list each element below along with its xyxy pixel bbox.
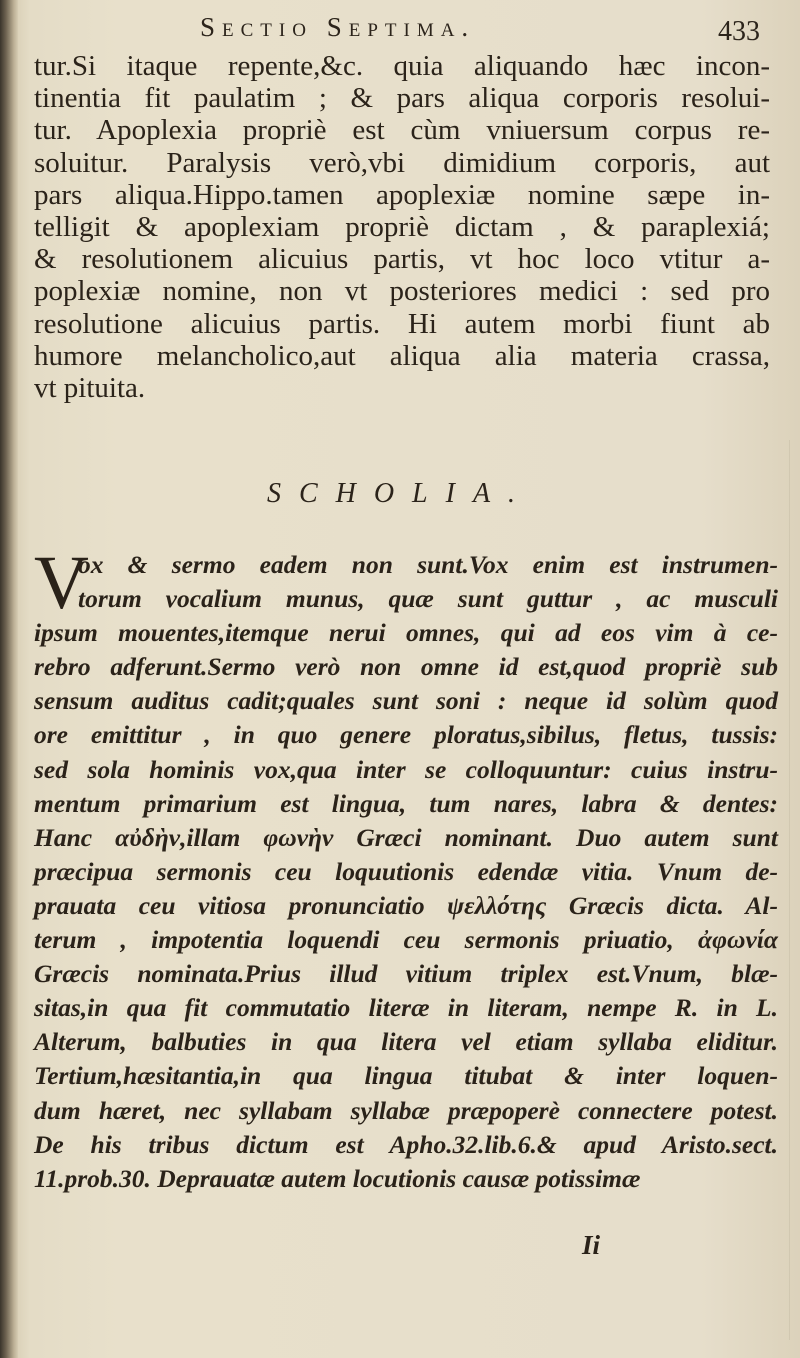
scholia-line: ipsum mouentes,itemque nerui omnes, qui ad eos vim à ce-	[34, 618, 778, 648]
scholia-line: rebro adferunt.Sermo verò non omne id est,quod propriè sub	[34, 652, 778, 682]
scholia-line: Græcis nominata.Prius illud vitium triplex est.Vnum, blæ-	[34, 959, 778, 989]
page-edge-shadow	[789, 440, 790, 1340]
scholia-line: dum hæret, nec syllabam syllabæ præpoperè connectere potest.	[34, 1095, 778, 1125]
scholia-line: sitas,in qua fit commutatio literæ in literam, nempe R. in L.	[34, 993, 778, 1023]
scholia-line: sed sola hominis vox,qua inter se colloquuntur: cuius instru-	[34, 754, 778, 784]
page-number: 433	[718, 16, 760, 47]
running-head: Sectio Septima.	[200, 12, 476, 42]
scholia-line: Hanc αὐδὴν,illam φωνὴν Græci nominant. Duo autem sunt	[34, 822, 778, 852]
text-line: pars aliqua.Hippo.tamen apoplexiæ nomine sæpe in-	[34, 178, 770, 211]
text-line: telligit & apoplexiam propriè dictam , & paraplexiá;	[34, 210, 770, 243]
scholia-line: torum vocalium munus, quæ sunt guttur , ac musculi	[78, 584, 778, 614]
scholia-line: prauata ceu vitiosa pronunciatio ψελλότης Græcis dicta. Al-	[34, 890, 778, 920]
text-line: humore melancholico,aut aliqua alia materia crassa,	[34, 339, 770, 372]
scholia-line: 11.prob.30. Deprauatæ autem locutionis causæ potissimæ	[34, 1163, 641, 1193]
scholia-text-block	[34, 541, 778, 1196]
binding-gutter	[0, 0, 18, 1358]
scholia-line: præcipua sermonis ceu loquutionis edendæ vitia. Vnum de-	[34, 856, 778, 886]
scholia-heading	[0, 478, 800, 510]
page-header	[200, 12, 760, 52]
text-line: tinentia fit paulatim ; & pars aliqua corporis resolui-	[34, 82, 770, 115]
text-line: poplexiæ nomine, non vt posteriores medici : sed pro	[34, 275, 770, 308]
text-line: & resolutionem alicuius partis, vt hoc loco vtitur a-	[34, 243, 770, 276]
scholia-line: Tertium,hæsitantia,in qua lingua titubat & inter loquen-	[34, 1061, 778, 1091]
text-line: soluitur. Paralysis verò,vbi dimidium corporis, aut	[34, 146, 770, 179]
text-line: tur. Apoplexia propriè est cùm vniuersum corpus re-	[34, 114, 770, 147]
text-line: tur.Si itaque repente,&c. quia aliquando hæc incon-	[34, 50, 770, 82]
drop-cap: V	[34, 541, 89, 625]
scholia-line: mentum primarium est lingua, tum nares, labra & dentes:	[34, 788, 778, 818]
scholia-line: terum , impotentia loquendi ceu sermonis priuatio, ἀφωνία	[34, 925, 778, 955]
scholia-line: ox & sermo eadem non sunt.Vox enim est instrumen-	[78, 550, 778, 579]
text-line: resolutione alicuius partis. Hi autem morbi fiunt ab	[34, 307, 770, 340]
scholia-line: ore emittitur , in quo genere ploratus,sibilus, fletus, tussis:	[34, 720, 778, 750]
scholia-line: Alterum, balbuties in qua litera vel etiam syllaba eliditur.	[34, 1027, 778, 1057]
text-line: vt pituita.	[34, 371, 146, 404]
scholia-line: sensum auditus cadit;quales sunt soni : neque id solùm quod	[34, 686, 778, 716]
catchword: Ii	[582, 1230, 601, 1260]
scholia-heading-text: SCHOLIA.	[266, 478, 534, 509]
scholia-line: De his tribus dictum est Apho.32.lib.6.& apud Aristo.sect.	[34, 1129, 778, 1159]
main-text-block	[34, 50, 770, 404]
